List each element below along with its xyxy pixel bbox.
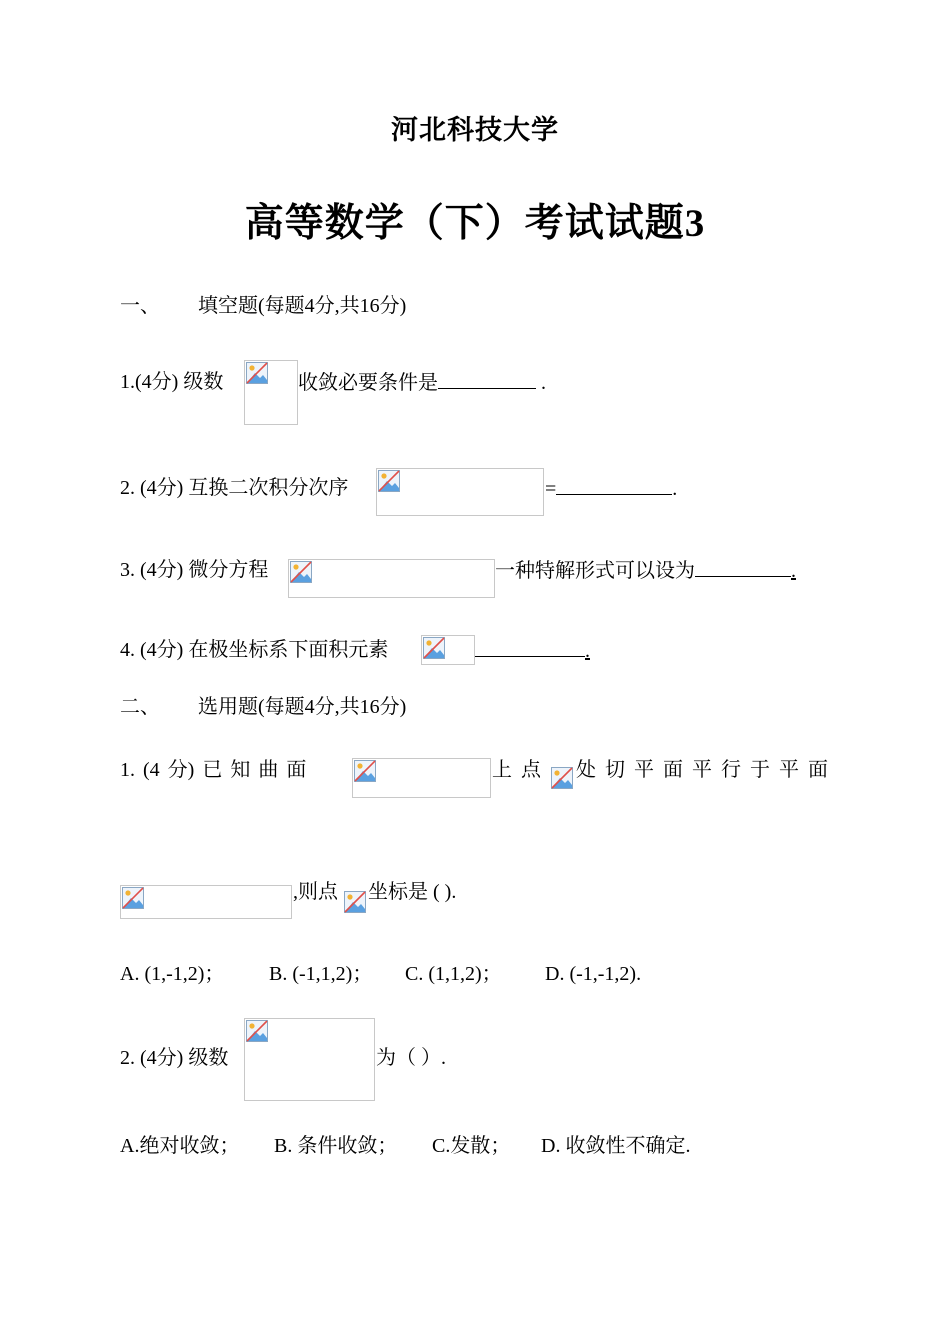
s1-q1-prefix: 1.(4分) 级数 bbox=[120, 371, 224, 393]
formula-image bbox=[120, 885, 292, 919]
section1-number: 一、 bbox=[120, 295, 160, 317]
option-c[interactable]: C. (1,1,2)； bbox=[405, 963, 502, 985]
option-b[interactable]: B. (-1,1,2)； bbox=[269, 963, 373, 985]
broken-image-icon bbox=[246, 362, 268, 384]
broken-image-icon bbox=[344, 891, 366, 913]
s1-q2-end: . bbox=[672, 478, 678, 500]
s2-q1-suffix: 处 切 平 面 平 行 于 平 面 bbox=[576, 759, 828, 781]
section2-number: 二、 bbox=[120, 696, 160, 718]
answer-blank[interactable] bbox=[556, 476, 672, 495]
formula-image bbox=[421, 635, 475, 665]
formula-image bbox=[352, 758, 491, 798]
s1-q3-middle: 一种特解形式可以设为 bbox=[495, 560, 695, 582]
option-d[interactable]: D. (-1,-1,2). bbox=[545, 963, 642, 985]
s2-q1-middle: 上 点 bbox=[492, 759, 541, 781]
broken-image-icon bbox=[290, 561, 312, 583]
broken-image-icon bbox=[122, 887, 144, 909]
answer-blank[interactable] bbox=[438, 370, 536, 389]
section2-title: 选用题(每题4分,共16分) bbox=[198, 696, 407, 718]
s1-q1-middle: 收敛必要条件是 bbox=[298, 372, 438, 394]
exam-title: 高等数学（下）考试试题3 bbox=[244, 202, 706, 245]
formula-image bbox=[376, 468, 544, 516]
option-a[interactable]: A. (1,-1,2)； bbox=[120, 963, 225, 985]
s2-q1-line2-mid: ,则点 bbox=[293, 881, 338, 903]
s2-q1-line2-end: 坐标是 ( ). bbox=[368, 881, 457, 903]
s2-q2-prefix: 2. (4分) 级数 bbox=[120, 1047, 229, 1069]
s2-q2-end: 为（ ）. bbox=[376, 1047, 446, 1069]
option-d[interactable]: D. 收敛性不确定. bbox=[541, 1135, 691, 1157]
s1-q3-prefix: 3. (4分) 微分方程 bbox=[120, 559, 269, 581]
s1-q1-end: . bbox=[536, 372, 546, 394]
s1-q4-prefix: 4. (4分) 在极坐标系下面积元素 bbox=[120, 639, 389, 661]
broken-image-icon bbox=[551, 767, 573, 789]
formula-image bbox=[244, 360, 298, 425]
broken-image-icon bbox=[354, 760, 376, 782]
formula-image bbox=[550, 766, 574, 790]
section1-heading bbox=[120, 294, 406, 318]
s1-q2-prefix: 2. (4分) 互换二次积分次序 bbox=[120, 477, 349, 499]
broken-image-icon bbox=[246, 1020, 268, 1042]
school-name: 河北科技大学 bbox=[391, 115, 559, 145]
broken-image-icon bbox=[423, 637, 445, 659]
option-b[interactable]: B. 条件收敛； bbox=[274, 1135, 398, 1157]
s2-q1-prefix: 1. (4 分) 已 知 曲 面 bbox=[120, 759, 307, 781]
broken-image-icon bbox=[378, 470, 400, 492]
s1-q3-end: . bbox=[791, 560, 796, 582]
answer-blank[interactable] bbox=[475, 638, 585, 657]
formula-image bbox=[288, 559, 495, 598]
formula-image bbox=[244, 1018, 375, 1101]
answer-blank[interactable] bbox=[695, 558, 791, 577]
formula-image bbox=[343, 890, 367, 914]
section1-title: 填空题(每题4分,共16分) bbox=[198, 295, 407, 317]
section2-heading bbox=[120, 695, 406, 719]
s1-q4-end: . bbox=[585, 640, 590, 662]
s1-q2-middle: = bbox=[545, 478, 557, 500]
option-a[interactable]: A.绝对收敛； bbox=[120, 1135, 240, 1157]
option-c[interactable]: C.发散； bbox=[432, 1135, 511, 1157]
